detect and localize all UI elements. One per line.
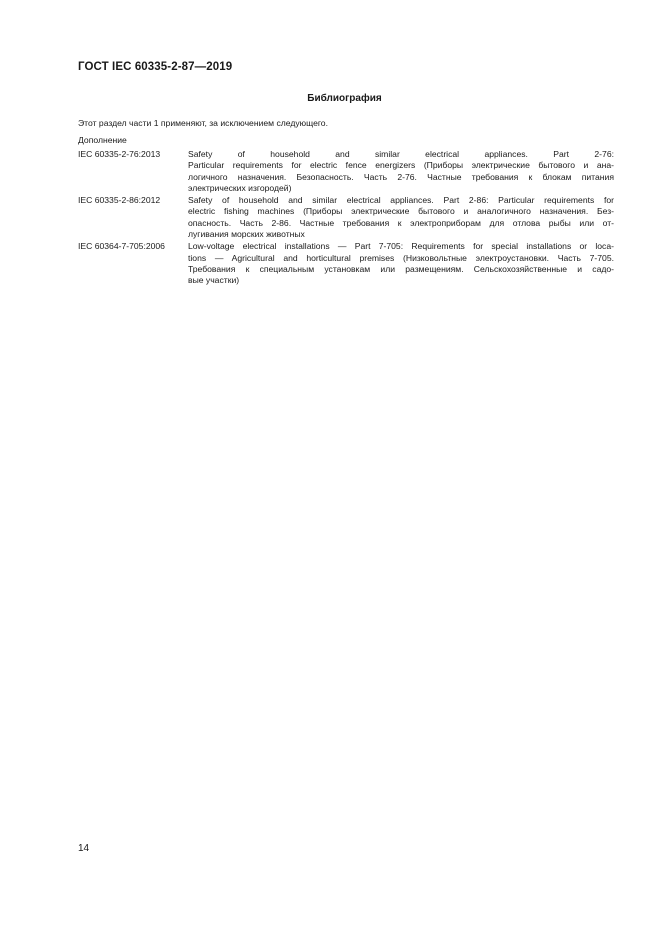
section-intro: Этот раздел части 1 применяют, за исключением следующего.: [78, 118, 328, 128]
entry-line: Low-voltage electrical installations — Part 7-705: Requirements for special installations or loca-: [188, 241, 614, 252]
entry-reference: IEC 60364-7-705:2006: [78, 241, 165, 252]
bibliography-list: [78, 149, 614, 288]
entry-line: опасность. Часть 2-86. Частные требования к электроприборам для отлова рыбы или от-: [188, 217, 614, 228]
entry-line: лугивания морских животных: [188, 229, 305, 240]
page-number: 14: [78, 843, 90, 854]
entry-line: Safety of household and similar electrical appliances. Part 2-76:: [188, 149, 614, 159]
entry-line: Требования к специальным установкам или размещениям. Сельскохозяйственные и садо-: [188, 263, 614, 274]
entry-line: Particular requirements for electric fence energizers (Приборы электрические бытового и ана-: [188, 160, 614, 171]
entry-line: electric fishing machines (Приборы электрические бытового и аналогичного назначения. Без-: [188, 206, 614, 217]
document-code: ГОСТ IEC 60335-2-87—2019: [78, 61, 233, 73]
bibliography-entry: [78, 195, 614, 240]
entry-line: Safety of household and similar electrical appliances. Part 2-86: Particular requirements for: [188, 195, 614, 206]
entry-reference: IEC 60335-2-86:2012: [78, 195, 161, 206]
section-title: Библиография: [307, 93, 382, 104]
entry-description: [188, 241, 614, 286]
entry-reference: IEC 60335-2-76:2013: [78, 149, 161, 159]
entry-line: логичного назначения. Безопасность. Часть 2-76. Частные требования к блокам питания: [188, 171, 614, 182]
entry-description: [188, 195, 614, 240]
bibliography-entry: [78, 241, 614, 286]
entry-line: вые участки): [188, 275, 240, 286]
entry-description: [188, 149, 614, 194]
bibliography-entry: [78, 149, 614, 194]
entry-line: tions — Agricultural and horticultural premises (Низковольтные электроустановки. Часть 7-705.: [188, 252, 614, 263]
addition-label: Дополнение: [78, 135, 127, 145]
entry-line: электрических изгородей): [188, 182, 292, 193]
